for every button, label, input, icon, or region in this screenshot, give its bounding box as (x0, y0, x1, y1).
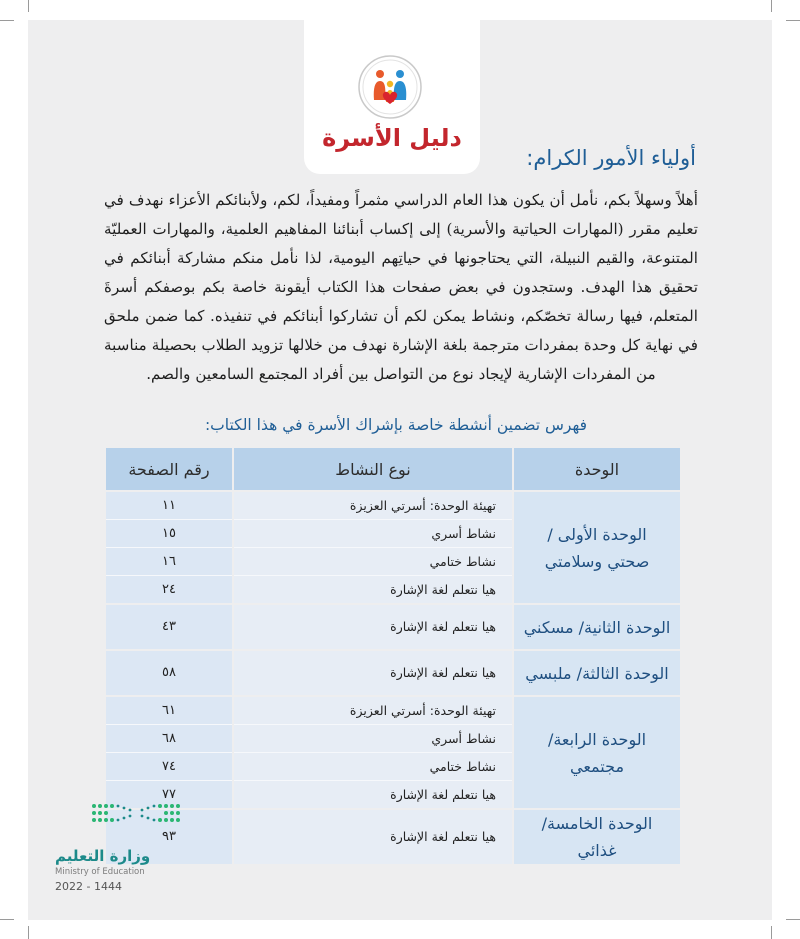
unit-label: الوحدة الأولى / (547, 524, 647, 544)
crop-mark (771, 926, 772, 939)
unit-cell (513, 650, 681, 696)
unit-label: مجتمعي (569, 756, 625, 776)
unit-label: الوحدة الثالثة/ ملبسي (525, 663, 669, 683)
unit-cell (513, 491, 681, 604)
crop-mark (786, 20, 800, 21)
unit-label: الوحدة الثانية/ مسكني (523, 617, 671, 637)
header-unit: الوحدة (513, 447, 681, 491)
family-guide-title: دليل الأسرة (322, 124, 462, 152)
greeting-heading: أولياء الأمور الكرام: (526, 146, 696, 170)
page-cell (105, 604, 233, 650)
page-number: ٧٤ (106, 753, 232, 781)
unit-cell (513, 696, 681, 809)
page-number: ٦١ (106, 697, 232, 725)
page-number: ٢٤ (162, 582, 176, 597)
activity-label: نشاط أسري (234, 725, 512, 753)
crop-mark (28, 0, 29, 12)
activity-label: نشاط ختامي (234, 753, 512, 781)
unit-label: الوحدة الرابعة/ (547, 729, 647, 749)
unit-cell (513, 604, 681, 650)
activity-label: نشاط ختامي (234, 548, 512, 576)
activity-cell (233, 491, 513, 604)
activity-label: تهيئة الوحدة: أسرتي العزيزة (234, 492, 512, 520)
table-header-row (105, 447, 681, 491)
page-cell (105, 696, 233, 809)
page-number: ٥٨ (162, 665, 176, 680)
page-cell (105, 650, 233, 696)
table-row (105, 604, 681, 650)
page-number: ٦٨ (106, 725, 232, 753)
ministry-name-english: Ministry of Education (55, 867, 145, 877)
activity-label: هيا نتعلم لغة الإشارة (390, 665, 496, 680)
activities-index-table (104, 446, 682, 866)
table-row (105, 650, 681, 696)
page-number: ١٦ (106, 548, 232, 576)
ministry-dots-logo-icon (88, 800, 184, 828)
crop-mark (0, 20, 14, 21)
activity-label: هيا نتعلم لغة الإشارة (390, 787, 496, 802)
activity-label: هيا نتعلم لغة الإشارة (390, 829, 496, 844)
crop-mark (771, 0, 772, 12)
header-page: رقم الصفحة (105, 447, 233, 491)
unit-label: صحتي وسلامتي (544, 551, 650, 571)
activity-label: هيا نتعلم لغة الإشارة (390, 619, 496, 634)
page-number: ٧٧ (162, 787, 176, 802)
family-logo-icon (357, 54, 423, 120)
header-activity: نوع النشاط (233, 447, 513, 491)
unit-label: الوحدة الخامسة/ غذائي (541, 814, 653, 860)
page-cell (105, 491, 233, 604)
table-row (105, 491, 681, 604)
intro-paragraph: أهلاً وسهلاً بكم، نأمل أن يكون هذا العام الدراسي مثمراً ومفيداً، لكم، ولأبنائكم الأعزاء نهدف في تعليم مقرر (المهارات الحياتية والأسرية) إلى إكساب أبنائنا المفاهيم العلمية، والمهارات العمليّة المتنوعة، والقيم النبيلة، التي يحتاجونها في حياتِهم اليومية، لذا نأمل منكم مشاركة أبنائكم في تحقيق هذا الهدف. وستجدون في بعض صفحات هذا الكتاب أيقونة خاصة بكم بوصفكم أسرةَ المتعلم، فيها رسالة تخصّكم، ونشاط يمكن لكم أن تشاركوا أبنائكم في تنفيذه. كما ضمن ملحق في نهاية كل وحدة بمفردات مترجمة بلغة الإشارة نهدف من خلالها تزويد الطلاب بحصيلة مناسبة من المفردات الإشارية لإيجاد نوع من التواصل بين أفراد المجتمع السامعين والصم. (104, 191, 698, 383)
page-number: ٤٣ (162, 619, 176, 634)
page-number: ٩٣ (162, 829, 176, 844)
activity-label: هيا نتعلم لغة الإشارة (390, 582, 496, 597)
index-title: فهرس تضمين أنشطة خاصة بإشراك الأسرة في هذا الكتاب: (204, 416, 588, 434)
unit-cell (513, 809, 681, 865)
ministry-name-arabic: وزارة التعليم (55, 847, 151, 865)
activity-cell (233, 604, 513, 650)
crop-mark (786, 919, 800, 920)
activity-label: نشاط أسري (234, 520, 512, 548)
table-row (105, 696, 681, 809)
activity-label: تهيئة الوحدة: أسرتي العزيزة (234, 697, 512, 725)
edition-year: 2022 - 1444 (55, 880, 122, 893)
activity-cell (233, 809, 513, 865)
activity-cell (233, 650, 513, 696)
table-row (105, 809, 681, 865)
crop-mark (28, 926, 29, 939)
activity-cell (233, 696, 513, 809)
crop-mark (0, 919, 14, 920)
page-number: ١١ (106, 492, 232, 520)
page-number: ١٥ (106, 520, 232, 548)
